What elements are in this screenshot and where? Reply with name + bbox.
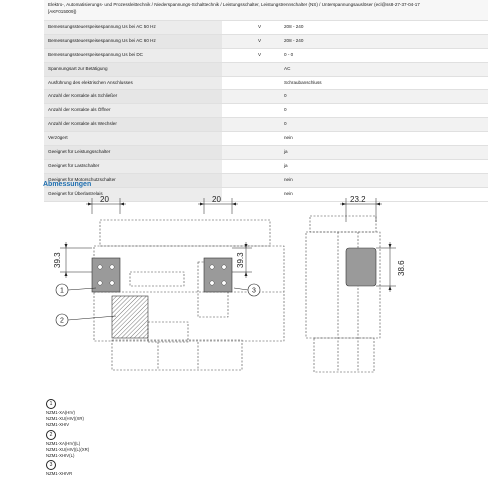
spec-label: Geeignet für Motorschutzschalter (48, 176, 116, 182)
spec-label: Anzahl der Kontakte als Schließer (48, 93, 118, 99)
spec-value: AC (284, 65, 291, 71)
side-view (306, 216, 380, 372)
dim-height-left: 39.3 (53, 252, 62, 268)
spec-value: 0 (284, 107, 287, 113)
middle-module (112, 296, 148, 338)
spec-row (44, 90, 488, 104)
classification-text: Elektro-, Automatisierungs- und Prozessleittechnik / Niederspannungs-Schalttechnik / Leistungsschalter, Leistungstrennschalter (NS) / Unterspannungsauslöser (ecl@ss8-27-37-04-17 [AKF015009]) (48, 2, 420, 14)
spec-row (44, 35, 488, 49)
legend-number-1: 1 (46, 399, 56, 409)
spec-value: 208 - 240 (284, 37, 304, 43)
spec-label: Spannungsart zur Betätigung (48, 65, 108, 71)
right-module (204, 258, 232, 292)
legend-number-2: 2 (46, 430, 56, 440)
spec-label: Geeignet für Lastschalter (48, 162, 100, 168)
spec-rows (44, 21, 488, 202)
spec-row (44, 132, 488, 146)
spec-row (44, 49, 488, 63)
spec-unit: V (258, 24, 262, 29)
callout-2: 2 (60, 317, 64, 325)
legend-item: NZM1-XHIV(L) (46, 453, 75, 459)
spec-label: Anzahl der Kontakte als Wechsler (48, 121, 117, 127)
side-module (346, 248, 376, 286)
spec-row (44, 146, 488, 160)
section-title: Abmessungen (43, 181, 92, 188)
spec-label: Bemessungssteuerspeisespannung Us bei DC (48, 51, 143, 57)
dim-side-height: 38.6 (397, 260, 406, 276)
spec-label: Ausführung des elektrischen Anschlusses (48, 79, 133, 85)
legend-item: NZM1-XU(HIV)(L)(XR) (46, 446, 90, 452)
spec-label: Anzahl der Kontakte als Öffner (48, 107, 111, 113)
spec-row (44, 63, 488, 77)
spec-value: 0 (284, 93, 287, 99)
callout-3: 3 (252, 287, 256, 295)
spec-value: 208 - 240 (284, 24, 304, 29)
dim-height-right: 39.3 (236, 252, 245, 268)
spec-value: nein (284, 176, 293, 182)
spec-header-row (44, 0, 488, 21)
spec-unit: V (258, 51, 262, 57)
spec-row (44, 160, 488, 174)
legend-item: NZM1-XA(HIV) (46, 410, 75, 415)
spec-row (44, 104, 488, 118)
legend-item: NZM1-XA(HIV)(L) (46, 440, 81, 446)
spec-row (44, 174, 488, 188)
spec-table (44, 0, 488, 202)
spec-value: Schraubanschluss (284, 79, 322, 85)
callout-1: 1 (60, 287, 64, 295)
spec-value: ja (284, 162, 288, 168)
legend (46, 398, 89, 477)
legend-item: NZM1-XHIV (46, 422, 70, 428)
spec-unit: V (258, 37, 262, 43)
spec-label: Geeignet für Überlastrelais (48, 190, 103, 196)
spec-value: 0 (284, 121, 287, 127)
dim-width-left: 20 (100, 195, 109, 204)
spec-value: ja (284, 149, 288, 155)
spec-value: 0 - 0 (284, 51, 294, 57)
legend-number-3: 3 (46, 460, 56, 470)
legend-item: NZM1-XHIVR (46, 471, 73, 477)
spec-label: Bemessungssteuerspeisespannung Us bei AC 60 Hz (48, 37, 156, 43)
spec-value: nein (284, 190, 293, 196)
dimension-drawing (38, 192, 438, 392)
spec-label: Geeignet für Leistungsschalter (48, 149, 111, 155)
spec-label: Verzögert (48, 135, 68, 141)
dim-width-right: 20 (212, 195, 221, 204)
spec-row (44, 21, 488, 35)
legend-item: NZM1-XU(HIV)(XR) (46, 416, 84, 422)
spec-row (44, 118, 488, 132)
spec-row-shade (44, 132, 222, 145)
left-module (92, 258, 120, 292)
dim-side-width: 23.2 (350, 195, 366, 204)
spec-value: nein (284, 135, 293, 141)
spec-label: Bemessungssteuerspeisespannung Us bei AC 50 Hz (48, 24, 156, 29)
spec-row (44, 77, 488, 91)
